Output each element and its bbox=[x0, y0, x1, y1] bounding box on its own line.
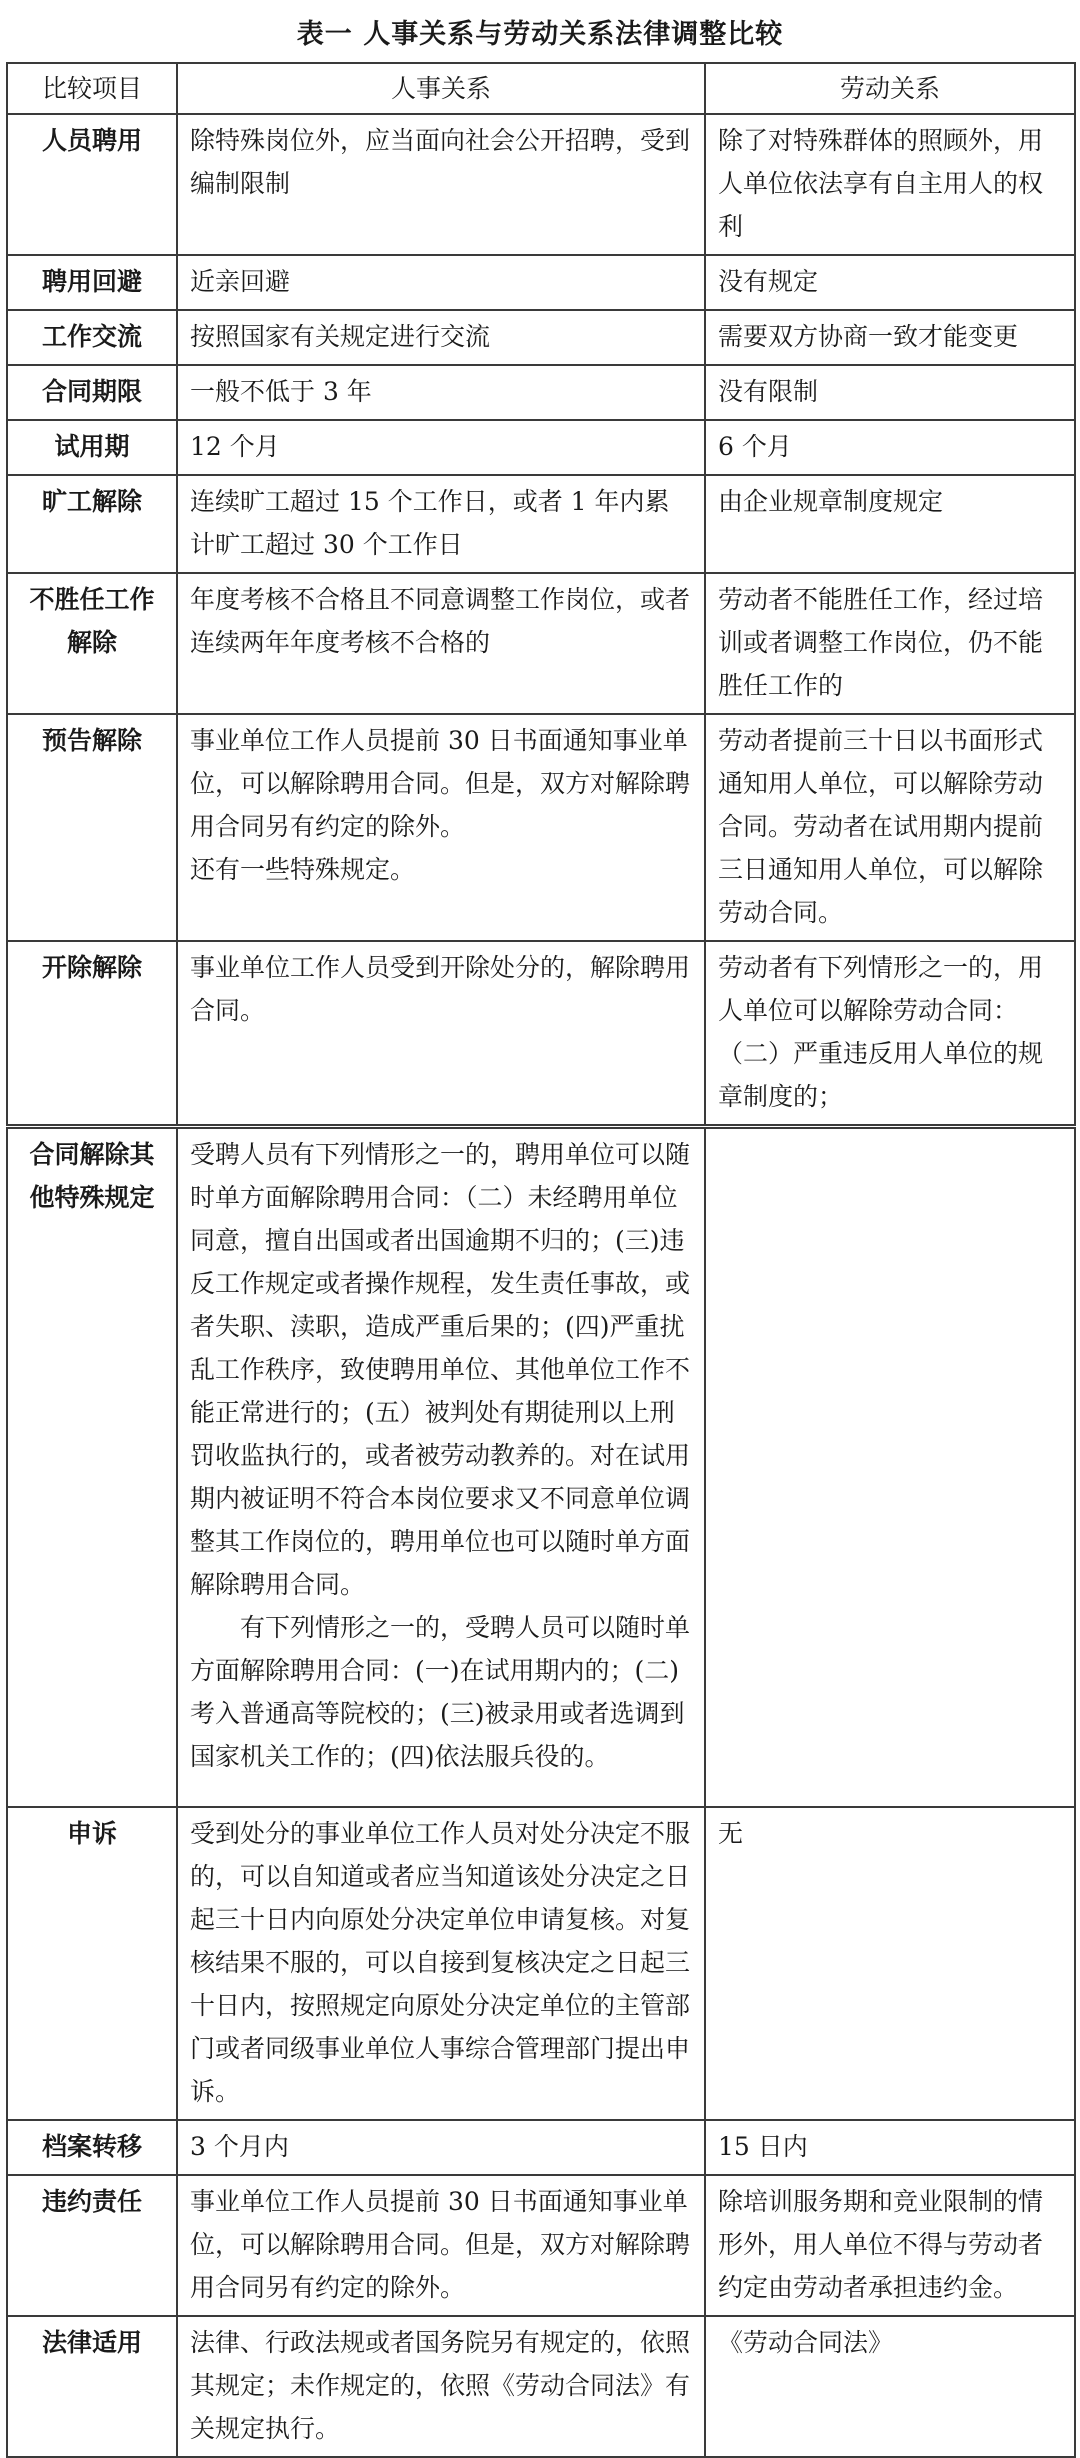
header-item: 比较项目 bbox=[7, 63, 177, 114]
row-item: 开除解除 bbox=[7, 941, 177, 1127]
row-personnel: 法律、行政法规或者国务院另有规定的，依照其规定；未作规定的，依照《劳动合同法》有关规定执行。 bbox=[177, 2316, 705, 2457]
row-labor: 没有限制 bbox=[705, 365, 1075, 420]
row-personnel: 近亲回避 bbox=[177, 255, 705, 310]
table-row bbox=[7, 365, 1075, 420]
row-labor: 6 个月 bbox=[705, 420, 1075, 475]
row-personnel-paragraph: 事业单位工作人员提前 30 日书面通知事业单位，可以解除聘用合同。但是，双方对解除聘用合同另有约定的除外。 bbox=[190, 726, 691, 841]
row-labor bbox=[705, 1127, 1075, 1807]
row-item: 申诉 bbox=[7, 1807, 177, 2120]
table-row bbox=[7, 310, 1075, 365]
row-personnel-paragraph: 受聘人员有下列情形之一的，聘用单位可以随时单方面解除聘用合同：（二）未经聘用单位同意，擅自出国或者出国逾期不归的；(三)违反工作规定或者操作规程，发生责任事故，或者失职、渎职，造成严重后果的；(四)严重扰乱工作秩序，致使聘用单位、其他单位工作不能正常进行的；(五）被判处有期徒刑以上刑罚收监执行的，或者被劳动教养的。对在试用期内被证明不符合本岗位要求又不同意单位调整其工作岗位的，聘用单位也可以随时单方面解除聘用合同。 bbox=[190, 1140, 691, 1599]
row-item: 合同期限 bbox=[7, 365, 177, 420]
row-labor: 劳动者有下列情形之一的，用人单位可以解除劳动合同：（二）严重违反用人单位的规章制度的； bbox=[705, 941, 1075, 1127]
table-title: 表一 人事关系与劳动关系法律调整比较 bbox=[296, 19, 784, 50]
row-personnel bbox=[177, 714, 705, 941]
table-row bbox=[7, 475, 1075, 573]
comparison-table bbox=[6, 62, 1076, 2458]
row-personnel: 事业单位工作人员提前 30 日书面通知事业单位，可以解除聘用合同。但是，双方对解除聘用合同另有约定的除外。 bbox=[177, 2175, 705, 2316]
row-item: 人员聘用 bbox=[7, 114, 177, 255]
row-labor: 除了对特殊群体的照顾外，用人单位依法享有自主用人的权利 bbox=[705, 114, 1075, 255]
row-item: 旷工解除 bbox=[7, 475, 177, 573]
row-labor: 《劳动合同法》 bbox=[705, 2316, 1075, 2457]
header-row bbox=[7, 63, 1075, 114]
table-row bbox=[7, 255, 1075, 310]
table-row bbox=[7, 114, 1075, 255]
row-labor: 劳动者不能胜任工作，经过培训或者调整工作岗位，仍不能胜任工作的 bbox=[705, 573, 1075, 714]
row-personnel: 受到处分的事业单位工作人员对处分决定不服的，可以自知道或者应当知道该处分决定之日起三十日内向原处分决定单位申请复核。对复核结果不服的，可以自接到复核决定之日起三十日内，按照规定向原处分决定单位的主管部门或者同级事业单位人事综合管理部门提出申诉。 bbox=[177, 1807, 705, 2120]
row-item: 预告解除 bbox=[7, 714, 177, 941]
table-row bbox=[7, 420, 1075, 475]
row-item: 法律适用 bbox=[7, 2316, 177, 2457]
row-item: 合同解除其他特殊规定 bbox=[7, 1127, 177, 1807]
row-personnel-extra: 有下列情形之一的，受聘人员可以随时单方面解除聘用合同：(一)在试用期内的；(二)考入普通高等院校的；(三)被录用或者选调到国家机关工作的；(四)依法服兵役的。 bbox=[190, 1613, 691, 1771]
row-personnel bbox=[177, 1127, 705, 1807]
table-row bbox=[7, 2175, 1075, 2316]
row-labor: 无 bbox=[705, 1807, 1075, 2120]
row-labor: 没有规定 bbox=[705, 255, 1075, 310]
row-labor: 15 日内 bbox=[705, 2120, 1075, 2175]
table-row bbox=[7, 573, 1075, 714]
table-row bbox=[7, 1807, 1075, 2120]
row-labor: 劳动者提前三十日以书面形式通知用人单位，可以解除劳动合同。劳动者在试用期内提前三日通知用人单位，可以解除劳动合同。 bbox=[705, 714, 1075, 941]
table-row bbox=[7, 714, 1075, 941]
row-item: 违约责任 bbox=[7, 2175, 177, 2316]
row-item: 聘用回避 bbox=[7, 255, 177, 310]
row-personnel: 按照国家有关规定进行交流 bbox=[177, 310, 705, 365]
row-labor: 需要双方协商一致才能变更 bbox=[705, 310, 1075, 365]
row-item: 工作交流 bbox=[7, 310, 177, 365]
row-personnel: 3 个月内 bbox=[177, 2120, 705, 2175]
table-row bbox=[7, 941, 1075, 1127]
row-personnel: 连续旷工超过 15 个工作日，或者 1 年内累计旷工超过 30 个工作日 bbox=[177, 475, 705, 573]
header-personnel: 人事关系 bbox=[177, 63, 705, 114]
row-item: 试用期 bbox=[7, 420, 177, 475]
row-item: 不胜任工作解除 bbox=[7, 573, 177, 714]
row-personnel-extra: 还有一些特殊规定。 bbox=[190, 855, 416, 884]
header-labor: 劳动关系 bbox=[705, 63, 1075, 114]
row-personnel: 事业单位工作人员受到开除处分的，解除聘用合同。 bbox=[177, 941, 705, 1127]
row-personnel: 12 个月 bbox=[177, 420, 705, 475]
row-personnel: 年度考核不合格且不同意调整工作岗位，或者连续两年年度考核不合格的 bbox=[177, 573, 705, 714]
row-personnel: 除特殊岗位外，应当面向社会公开招聘，受到编制限制 bbox=[177, 114, 705, 255]
row-item: 档案转移 bbox=[7, 2120, 177, 2175]
table-row bbox=[7, 1127, 1075, 1807]
table-row bbox=[7, 2120, 1075, 2175]
row-labor: 除培训服务期和竞业限制的情形外，用人单位不得与劳动者约定由劳动者承担违约金。 bbox=[705, 2175, 1075, 2316]
row-labor: 由企业规章制度规定 bbox=[705, 475, 1075, 573]
table-row bbox=[7, 2316, 1075, 2457]
row-personnel: 一般不低于 3 年 bbox=[177, 365, 705, 420]
